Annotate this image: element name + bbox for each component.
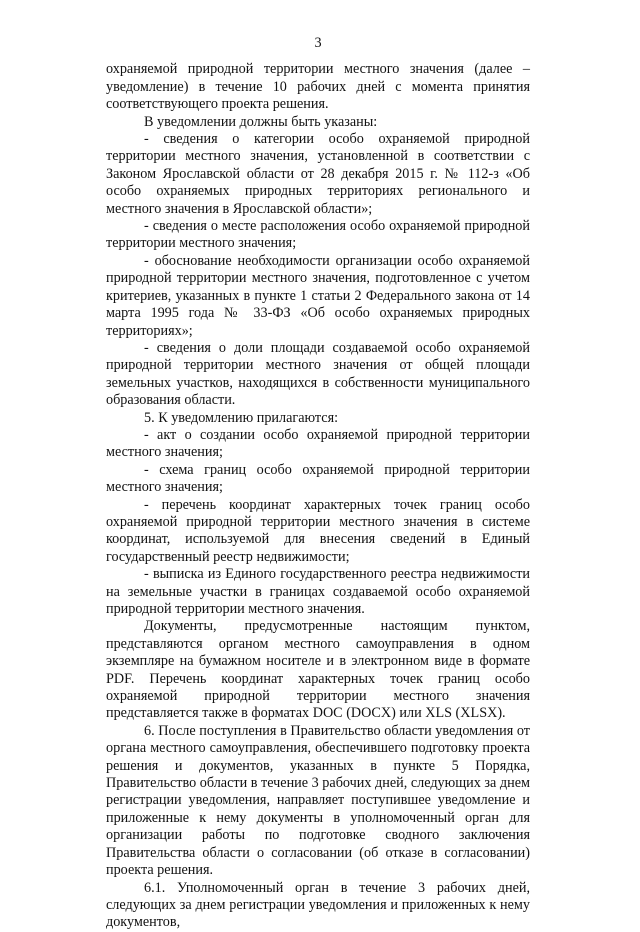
list-item-justification: - обоснование необходимости организации особо охраняемой природной территории местного значения, подготовленное с учетом критериев, указанных в пункте 1 статьи 2 Федерального закона от 14 марта 1995 года № 33-ФЗ «Об особо охраняемых природных территориях»; [106,252,530,339]
list-item-creation-act: - акт о создании особо охраняемой природной территории местного значения; [106,426,530,461]
paragraph-section-6-1: 6.1. Уполномоченный орган в течение 3 рабочих дней, следующих за днем регистрации уведомления и приложенных к нему документов, [106,879,530,931]
list-item-coordinates: - перечень координат характерных точек границ особо охраняемой природной территории местного значения в системе координат, используемой для внесения сведений в Единый государственный реестр недвижимости; [106,496,530,565]
list-item-location: - сведения о месте расположения особо охраняемой природной территории местного значения; [106,218,530,252]
paragraph-document-formats: Документы, предусмотренные настоящим пунктом, представляются органом местного самоуправления в одном экземпляре на бумажном носителе и в электронном виде в формате PDF. Перечень координат характерных точек границ особо охраняемой природной территории местного значения представляется также в форматах DOC (DOCX) или XLS (XLSX). [106,618,530,722]
page-number: 3 [314,35,322,51]
paragraph-notice-contents-intro: В уведомлении должны быть указаны: [144,113,378,130]
list-item-registry-extract: - выписка из Единого государственного реестра недвижимости на земельные участки в границах создаваемой особо охраняемой природной территории местного значения. [106,566,530,617]
paragraph-section-6: 6. После поступления в Правительство области уведомления от органа местного самоуправления, обеспечившего подготовку проекта решения и документов, указанных в пункте 5 Порядка, Правительство области в течение 3 рабочих дней, следующих за днем регистрации уведомления, направляет поступившее уведомление и приложенные к нему документы в уполномоченный орган для организации работы по подготовке сводного заключения Правительства области о согласовании (об отказе в согласовании) проекта решения. [106,722,530,879]
list-item-boundary-scheme: - схема границ особо охраняемой природной территории местного значения; [106,461,530,496]
paragraph-notice-continuation: охраняемой природной территории местного значения (далее – уведомление) в течение 10 рабочих дней с момента принятия соответствующего проекта решения. [106,61,530,113]
paragraph-section-5: 5. К уведомлению прилагаются: [144,409,339,426]
list-item-category: - сведения о категории особо охраняемой природной территории местного значения, установленной в соответствии с Законом Ярославской области от 28 декабря 2015 г. № 112-з «Об особо охраняемых природных территориях регионального и местного значения в Ярославской области»; [106,131,530,217]
document-body [106,61,530,931]
list-item-area-share: - сведения о доли площади создаваемой особо охраняемой природной территории местного значения от общей площади земельных участков, находящихся в собственности муниципального образования области. [106,339,530,409]
